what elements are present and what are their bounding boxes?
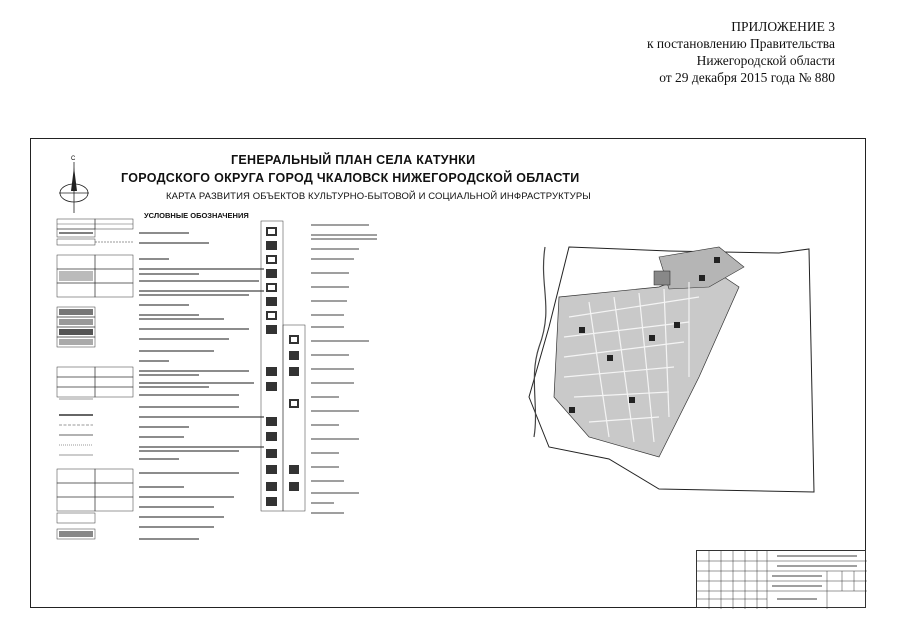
legend-title: УСЛОВНЫЕ ОБОЗНАЧЕНИЯ [144,211,249,220]
map-title-main: ГЕНЕРАЛЬНЫЙ ПЛАН СЕЛА КАТУНКИ [231,153,476,167]
map-title-subject: КАРТА РАЗВИТИЯ ОБЪЕКТОВ КУЛЬТУРНО-БЫТОВОЙ И СОЦИАЛЬНОЙ ИНФРАСТРУКТУРЫ [166,191,591,202]
settlement-map [509,227,829,497]
appendix-line-region: Нижегородской области [696,53,835,68]
legend-panel [49,211,269,551]
appendix-line-resolution: к постановлению Правительства [646,36,835,51]
legend-swatches [49,211,269,551]
map-sheet [30,138,866,608]
map-title-district: ГОРОДСКОГО ОКРУГА ГОРОД ЧКАЛОВСК НИЖЕГОРОДСКОЙ ОБЛАСТИ [121,171,580,185]
legend-symbols-panel [259,217,379,517]
appendix-line-date: от 29 декабря 2015 года № 880 [659,70,835,85]
compass-letter: С [71,156,76,162]
appendix-title: ПРИЛОЖЕНИЕ 3 [731,19,835,34]
appendix-header [647,18,835,86]
legend-symbols [259,217,379,517]
title-stamp [696,550,866,608]
compass-icon [57,153,91,215]
